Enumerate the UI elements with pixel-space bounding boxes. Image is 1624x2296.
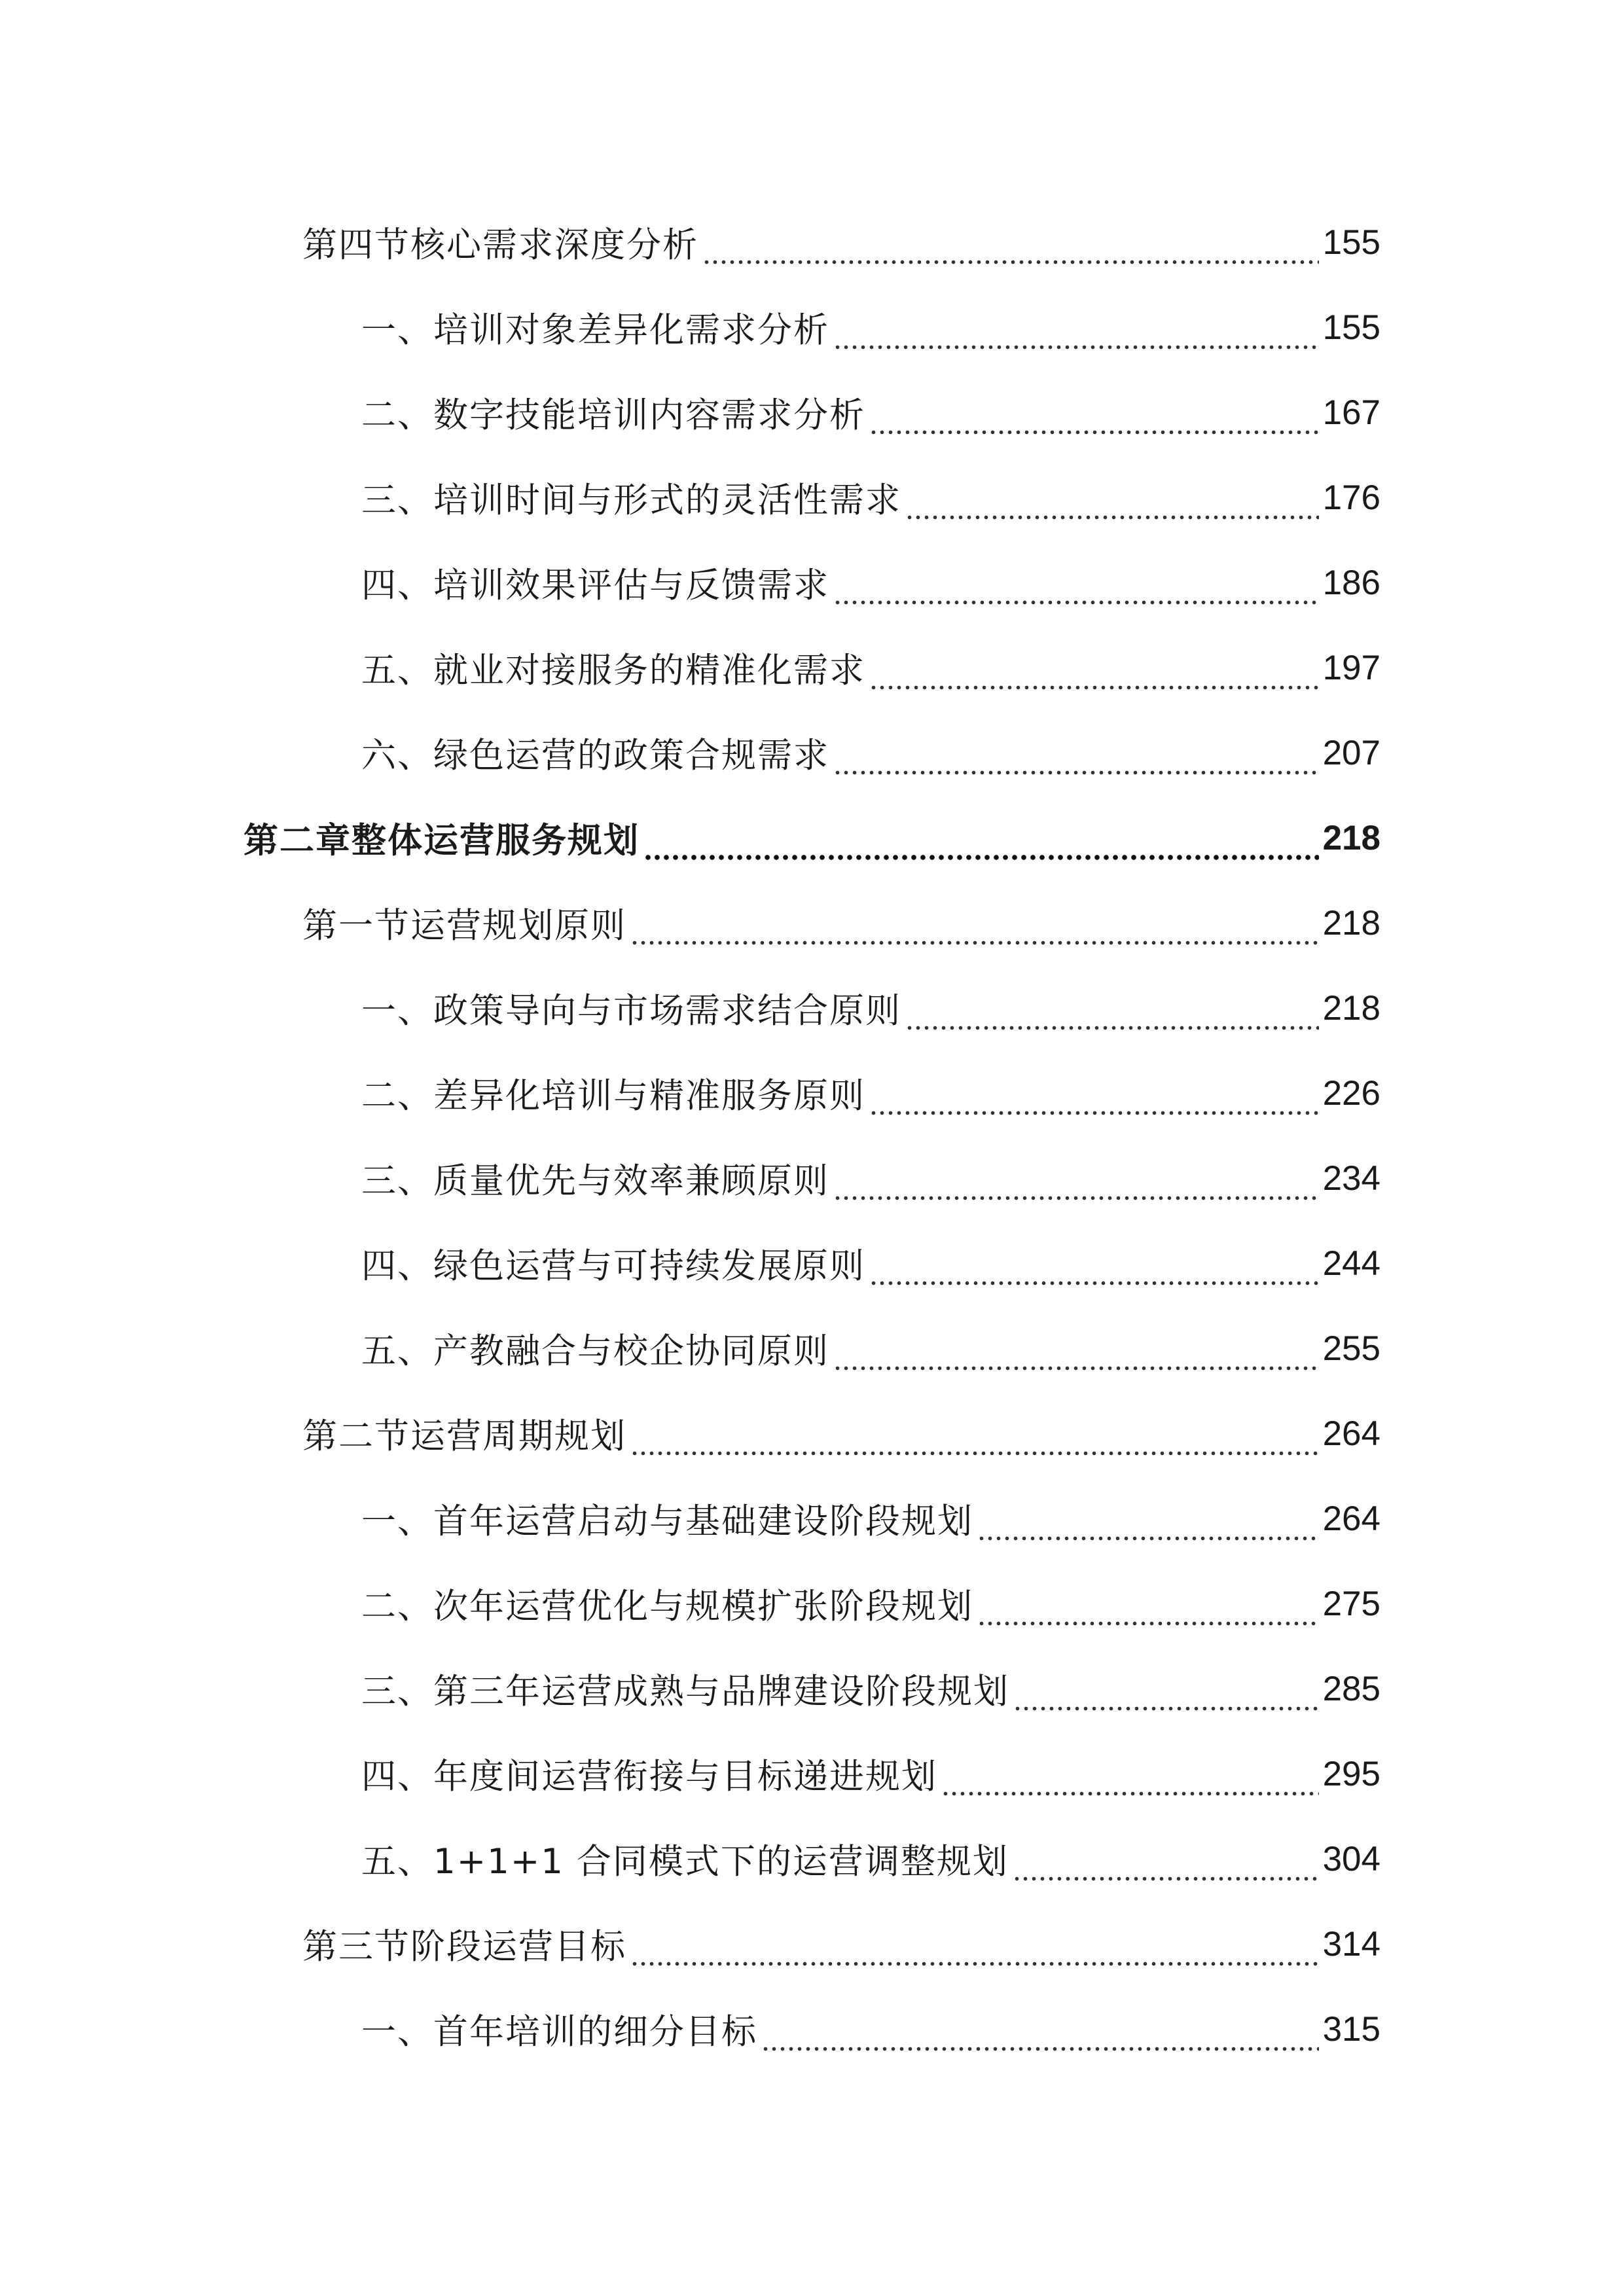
toc-entry-title: 四、绿色运营与可持续发展原则	[361, 1246, 865, 1286]
toc-entry-title: 一、首年运营启动与基础建设阶段规划	[361, 1501, 973, 1541]
toc-entry-title: 二、数字技能培训内容需求分析	[361, 395, 865, 435]
dot-leader	[630, 912, 1319, 947]
toc-entry-title: 第三节阶段运营目标	[302, 1927, 626, 1967]
toc-entry-page: 315	[1322, 2009, 1380, 2049]
dot-leader	[905, 487, 1319, 522]
dot-leader	[941, 1763, 1319, 1798]
toc-entry-title: 五、产教融合与校企协同原则	[361, 1331, 829, 1371]
dot-leader	[1013, 1848, 1319, 1883]
dot-leader	[869, 657, 1319, 692]
toc-entry[interactable]	[0, 625, 1624, 710]
toc-entry-title: 六、绿色运营的政策合规需求	[361, 736, 829, 776]
toc-entry-title: 五、就业对接服务的精准化需求	[361, 651, 865, 691]
toc-entry-page: 218	[1322, 988, 1380, 1028]
table-of-contents	[0, 200, 1624, 2072]
toc-entry-title: 二、差异化培训与精准服务原则	[361, 1076, 865, 1116]
dot-leader	[977, 1593, 1319, 1628]
toc-entry[interactable]	[0, 1986, 1624, 2072]
toc-entry[interactable]	[0, 1391, 1624, 1476]
toc-entry[interactable]	[0, 200, 1624, 285]
dot-leader	[833, 1168, 1319, 1202]
toc-entry-title: 三、培训时间与形式的灵活性需求	[361, 480, 901, 520]
toc-entry[interactable]	[0, 1646, 1624, 1731]
toc-entry-title: 第一节运营规划原则	[302, 906, 626, 946]
toc-entry-page: 244	[1322, 1244, 1380, 1283]
toc-entry[interactable]	[0, 1221, 1624, 1306]
dot-leader	[1013, 1678, 1319, 1713]
toc-entry-title: 第二章整体运营服务规划	[244, 821, 640, 861]
dot-leader	[869, 1083, 1319, 1117]
toc-entry[interactable]	[0, 1306, 1624, 1391]
toc-entry[interactable]	[0, 1561, 1624, 1646]
toc-entry-page: 176	[1322, 478, 1380, 517]
toc-entry-title: 第四节核心需求深度分析	[302, 225, 698, 265]
toc-entry-title: 三、第三年运营成熟与品牌建设阶段规划	[361, 1672, 1009, 1712]
toc-entry-page: 255	[1322, 1329, 1380, 1368]
toc-entry-page: 218	[1322, 903, 1380, 942]
toc-entry-page: 207	[1322, 733, 1380, 772]
toc-entry-page: 295	[1322, 1754, 1380, 1793]
dot-leader	[702, 232, 1319, 266]
toc-entry[interactable]	[0, 710, 1624, 795]
toc-entry[interactable]	[0, 1136, 1624, 1221]
toc-entry-title: 一、首年培训的细分目标	[361, 2012, 757, 2052]
toc-entry[interactable]	[0, 540, 1624, 625]
dot-leader	[761, 2018, 1319, 2053]
toc-entry[interactable]	[0, 455, 1624, 540]
toc-entry-title: 二、次年运营优化与规模扩张阶段规划	[361, 1587, 973, 1626]
dot-leader	[643, 827, 1319, 862]
dot-leader	[977, 1508, 1319, 1543]
toc-entry-page: 218	[1322, 818, 1380, 857]
toc-entry-page: 186	[1322, 563, 1380, 602]
toc-entry-page: 285	[1322, 1669, 1380, 1708]
toc-entry-page: 275	[1322, 1584, 1380, 1623]
dot-leader	[833, 317, 1319, 351]
toc-entry-page: 264	[1322, 1499, 1380, 1538]
toc-entry-title: 四、年度间运营衔接与目标递进规划	[361, 1757, 937, 1797]
toc-entry-page: 197	[1322, 648, 1380, 687]
toc-entry[interactable]	[0, 285, 1624, 370]
toc-entry[interactable]	[0, 1731, 1624, 1816]
toc-entry-page: 234	[1322, 1158, 1380, 1198]
toc-entry-title: 四、培训效果评估与反馈需求	[361, 565, 829, 605]
toc-entry[interactable]	[0, 880, 1624, 965]
toc-entry-title: 一、培训对象差异化需求分析	[361, 310, 829, 350]
dot-leader	[833, 572, 1319, 607]
toc-entry-page: 155	[1322, 223, 1380, 262]
toc-entry[interactable]	[0, 1901, 1624, 1986]
dot-leader	[869, 1253, 1319, 1287]
toc-entry-title: 三、质量优先与效率兼顾原则	[361, 1161, 829, 1201]
toc-entry[interactable]	[0, 1050, 1624, 1136]
toc-entry-title: 第二节运营周期规划	[302, 1416, 626, 1456]
dot-leader	[833, 742, 1319, 777]
toc-entry-page: 155	[1322, 308, 1380, 347]
toc-entry-title: 一、政策导向与市场需求结合原则	[361, 991, 901, 1031]
toc-entry[interactable]	[0, 1476, 1624, 1561]
toc-entry-chapter[interactable]	[0, 795, 1624, 880]
toc-entry-page: 226	[1322, 1073, 1380, 1113]
toc-entry[interactable]	[0, 1816, 1624, 1901]
dot-leader	[833, 1338, 1319, 1372]
dot-leader	[630, 1933, 1319, 1968]
toc-entry-page: 264	[1322, 1414, 1380, 1453]
dot-leader	[869, 402, 1319, 437]
toc-entry-title: 五、1+1+1 合同模式下的运营调整规划	[361, 1842, 1009, 1882]
dot-leader	[630, 1423, 1319, 1458]
dot-leader	[905, 997, 1319, 1032]
toc-entry-page: 304	[1322, 1839, 1380, 1878]
toc-entry-page: 167	[1322, 393, 1380, 432]
toc-entry[interactable]	[0, 370, 1624, 455]
toc-entry-page: 314	[1322, 1924, 1380, 1964]
toc-entry[interactable]	[0, 965, 1624, 1050]
